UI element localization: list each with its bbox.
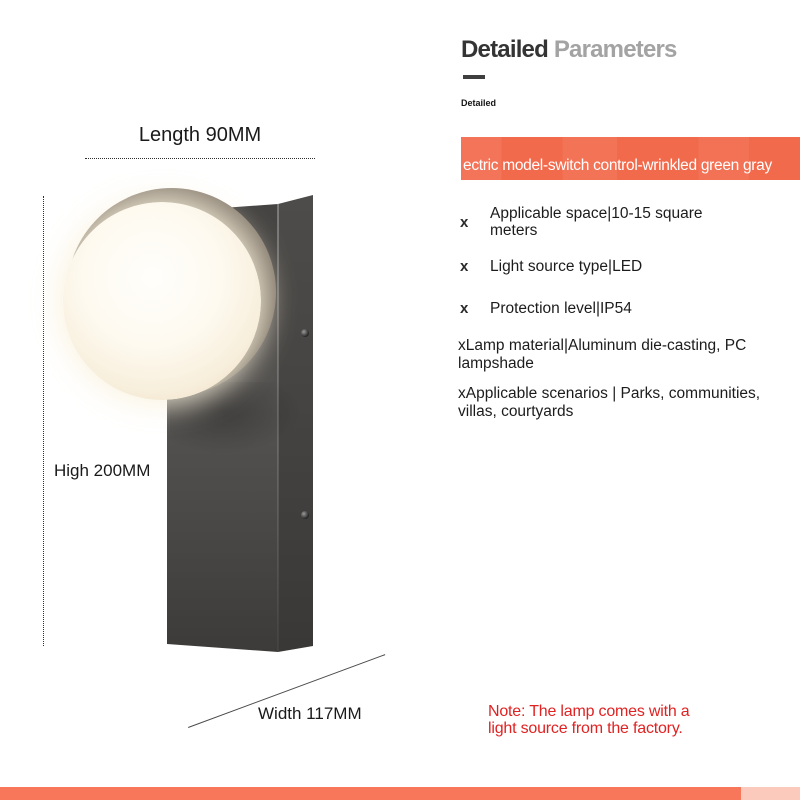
factory-note [488, 704, 690, 738]
paragraph-line: xApplicable scenarios | Parks, communities, [458, 385, 761, 402]
section-title-primary: Detailed [461, 36, 548, 63]
x-bullet-marker: x [460, 213, 469, 231]
height-dimension-label: High 200MM [54, 461, 151, 480]
spec-line: Applicable space|10-15 square [490, 205, 703, 222]
screw-icon [301, 329, 309, 337]
length-dimension-line [85, 158, 315, 159]
lamp-glowing-diffuser [63, 202, 261, 400]
paragraph-line: villas, courtyards [458, 402, 574, 420]
spec-line: Light source type|LED [490, 257, 643, 275]
length-dimension-label: Length 90MM [138, 124, 262, 146]
note-line: Note: The lamp comes with a [488, 703, 690, 720]
x-bullet-marker: x [460, 300, 469, 318]
section-subtitle: Detailed [461, 98, 497, 108]
width-dimension-label: Width 117MM [258, 704, 362, 723]
spec-list [458, 205, 703, 317]
screw-icon [301, 511, 309, 519]
spec-line: Protection level|IP54 [490, 300, 632, 318]
paragraph-applicable-scenarios [458, 385, 788, 420]
bottom-accent-bar [0, 787, 741, 800]
section-title-secondary: Parameters [553, 36, 677, 63]
title-underline-bar [463, 75, 485, 79]
note-line: light source from the factory. [488, 719, 683, 737]
paragraph-line: lampshade [458, 354, 534, 372]
paragraph-lamp-material [458, 337, 788, 372]
height-dimension-line [43, 196, 44, 646]
spec-item-text [490, 258, 642, 275]
paragraph-line: xLamp material|Aluminum die-casting, PC [458, 337, 747, 354]
spec-item-applicable-space [458, 205, 703, 240]
bottom-accent-bar-light [741, 787, 800, 800]
spec-line: meters [490, 222, 538, 240]
spec-item-protection-level [458, 300, 703, 317]
spec-item-light-source [458, 258, 703, 275]
spec-item-text [490, 205, 703, 240]
model-banner: ectric model-switch control-wrinkled green gray [461, 137, 800, 180]
x-bullet-marker: x [460, 257, 469, 275]
spec-item-text [490, 300, 632, 317]
section-title [461, 36, 677, 64]
spec-paragraphs [458, 337, 788, 433]
